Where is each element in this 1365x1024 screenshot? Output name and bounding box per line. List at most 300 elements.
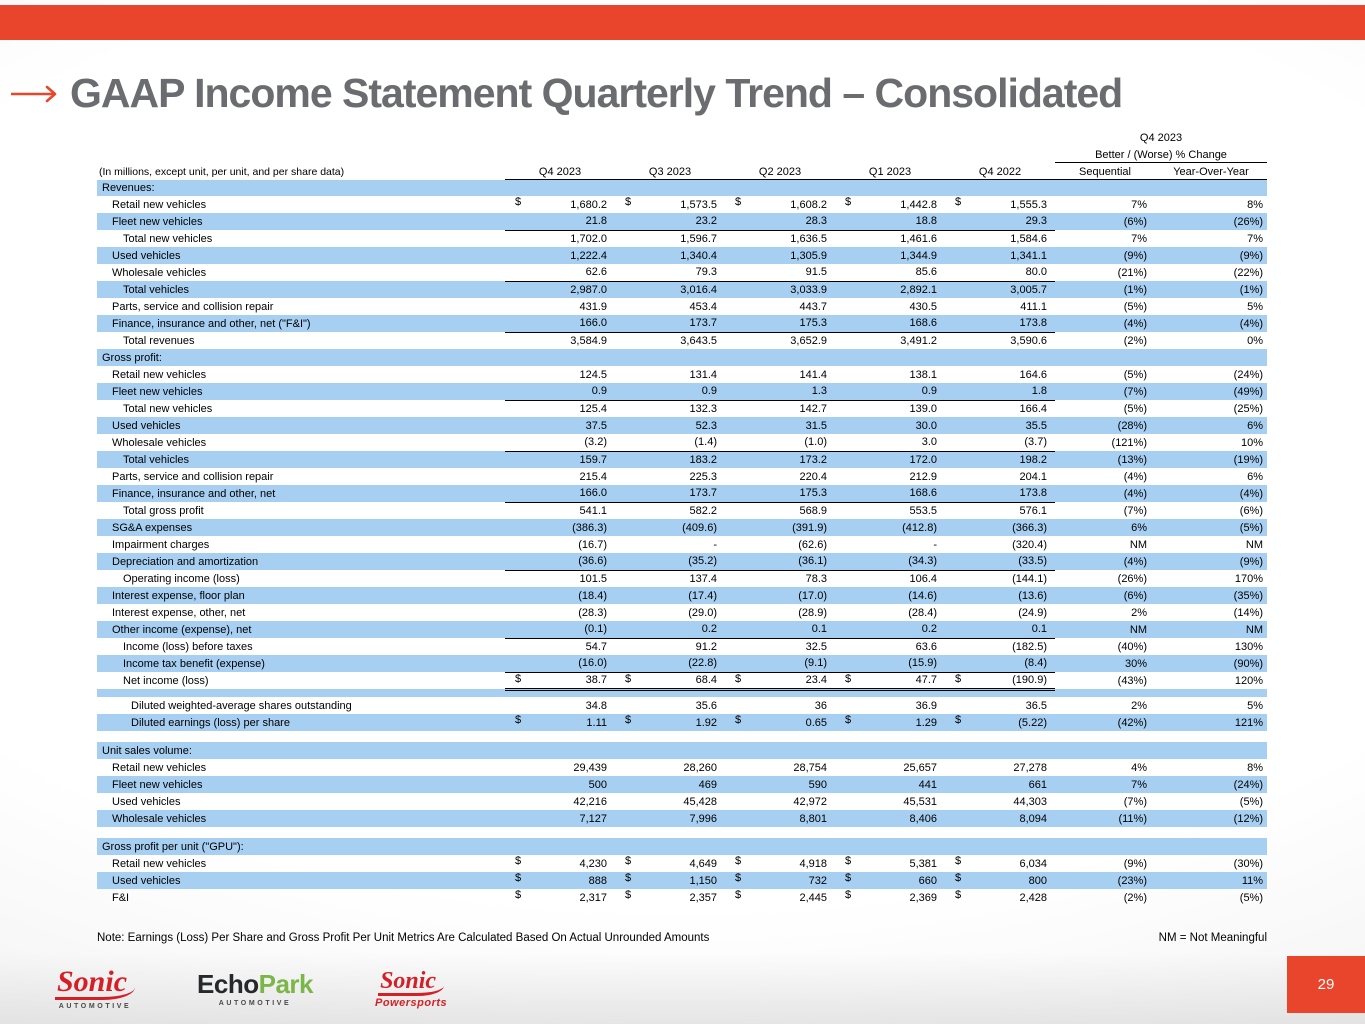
value-cell xyxy=(505,332,615,349)
value-text: 28,754 xyxy=(793,761,827,774)
year-over-year-change-cell: (19%) xyxy=(1233,453,1264,466)
value-text: 1,344.9 xyxy=(900,249,937,262)
value-text: 568.9 xyxy=(799,504,827,517)
dollar-sign: $ xyxy=(955,872,962,884)
value-cell xyxy=(835,889,945,906)
value-text: (190.9) xyxy=(1012,674,1047,686)
value-text: 1,305.9 xyxy=(790,249,827,262)
year-over-year-change-cell: NM xyxy=(1245,538,1264,551)
value-cell xyxy=(725,776,835,793)
row-label: Depreciation and amortization xyxy=(112,555,259,568)
value-cell xyxy=(615,519,725,536)
table-row xyxy=(97,793,1267,810)
value-cell xyxy=(945,383,1055,400)
value-text: 173.7 xyxy=(689,317,717,330)
year-over-year-change-cell: 8% xyxy=(1247,198,1264,211)
row-label: Total vehicles xyxy=(123,283,190,296)
row-label: F&I xyxy=(112,891,130,904)
sequential-change-cell: (1%) xyxy=(1123,283,1147,296)
year-over-year-change-cell: (9%) xyxy=(1239,249,1264,262)
value-text: (320.4) xyxy=(1012,538,1047,551)
value-text: 1,222.4 xyxy=(570,249,607,262)
value-cell xyxy=(835,315,945,332)
value-text: (0.1) xyxy=(584,623,607,636)
value-text: 1.8 xyxy=(1031,385,1047,398)
sequential-change-cell: 2% xyxy=(1131,699,1147,712)
top-accent-bar xyxy=(0,5,1365,40)
value-cell xyxy=(945,502,1055,519)
row-label: Wholesale vehicles xyxy=(112,812,207,825)
value-text: (18.4) xyxy=(578,589,607,602)
value-cell xyxy=(835,621,945,638)
dollar-sign: $ xyxy=(845,672,852,685)
value-cell xyxy=(505,872,615,889)
value-cell xyxy=(945,793,1055,810)
value-cell xyxy=(835,230,945,247)
value-text: 7,127 xyxy=(579,812,607,825)
year-over-year-change-cell: (4%) xyxy=(1239,317,1264,330)
year-over-year-change-cell: 5% xyxy=(1247,699,1264,712)
value-cell xyxy=(835,400,945,417)
value-text: 2,317 xyxy=(579,891,607,904)
value-text: (386.3) xyxy=(572,521,607,534)
table-row xyxy=(97,776,1267,793)
value-cell xyxy=(505,638,615,655)
value-text: (144.1) xyxy=(1012,572,1047,585)
row-label: Income tax benefit (expense) xyxy=(123,657,265,670)
value-cell xyxy=(835,196,945,213)
value-text: 1.3 xyxy=(811,385,827,398)
value-text: 32.5 xyxy=(805,640,827,653)
echopark-wordmark-echo: Echo xyxy=(197,969,259,999)
value-cell xyxy=(945,776,1055,793)
value-cell xyxy=(505,570,615,587)
col-header-q4-2023: Q4 2023 xyxy=(505,162,615,179)
sequential-change-cell: NM xyxy=(1129,623,1147,636)
row-label: Retail new vehicles xyxy=(112,198,207,211)
value-cell xyxy=(725,855,835,872)
table-row xyxy=(97,383,1267,400)
value-cell xyxy=(725,247,835,264)
col-header-q1-2023: Q1 2023 xyxy=(835,162,945,179)
sequential-change-cell: (5%) xyxy=(1123,300,1147,313)
value-text: 1,608.2 xyxy=(790,198,827,211)
value-text: 30.0 xyxy=(915,419,937,432)
value-cell xyxy=(505,697,615,714)
value-cell xyxy=(615,714,725,731)
value-cell xyxy=(505,230,615,247)
value-text: 1,442.8 xyxy=(900,198,937,211)
value-cell xyxy=(835,810,945,827)
value-cell xyxy=(725,468,835,485)
dollar-sign: $ xyxy=(515,889,522,901)
value-text: 91.5 xyxy=(805,266,827,279)
value-cell xyxy=(725,230,835,247)
sequential-change-cell: (2%) xyxy=(1123,891,1147,904)
dollar-sign: $ xyxy=(625,196,632,208)
row-label: Operating income (loss) xyxy=(123,572,240,585)
value-text: 168.6 xyxy=(909,317,937,330)
value-text: 431.9 xyxy=(579,300,607,313)
spacer-row xyxy=(97,731,1267,742)
value-text: 582.2 xyxy=(689,504,717,517)
value-cell xyxy=(835,793,945,810)
value-cell xyxy=(835,264,945,281)
year-over-year-change-cell: 0% xyxy=(1247,334,1264,347)
value-cell xyxy=(725,655,835,672)
value-cell xyxy=(945,315,1055,332)
header-columns-row xyxy=(97,162,1267,179)
value-text: (36.6) xyxy=(578,555,607,568)
row-label: Other income (expense), net xyxy=(112,623,252,636)
sequential-change-cell: (7%) xyxy=(1123,795,1147,808)
value-text: 31.5 xyxy=(805,419,827,432)
year-over-year-change-cell: (12%) xyxy=(1233,812,1264,825)
value-text: (35.2) xyxy=(688,555,717,568)
value-cell xyxy=(725,519,835,536)
value-text: 2,428 xyxy=(1019,891,1047,904)
footer-bar xyxy=(0,952,1365,1024)
value-cell xyxy=(835,536,945,553)
table-body xyxy=(97,179,1267,906)
sequential-change-cell: (121%) xyxy=(1111,436,1147,449)
value-cell xyxy=(835,638,945,655)
year-over-year-change-cell: 6% xyxy=(1247,470,1264,483)
table-row xyxy=(97,714,1267,731)
value-text: (34.3) xyxy=(908,555,937,568)
value-text: 2,987.0 xyxy=(570,283,607,296)
value-text: 101.5 xyxy=(579,572,607,585)
value-text: 553.5 xyxy=(909,504,937,517)
value-text: 91.2 xyxy=(695,640,717,653)
value-text: 6,034 xyxy=(1019,857,1047,870)
dollar-sign: $ xyxy=(515,855,522,867)
value-text: 8,801 xyxy=(799,812,827,825)
value-cell xyxy=(505,714,615,731)
value-text: 3,584.9 xyxy=(570,334,607,347)
value-cell xyxy=(505,776,615,793)
value-cell xyxy=(615,230,725,247)
value-text: 29,439 xyxy=(573,761,607,774)
value-text: (28.3) xyxy=(578,606,607,619)
income-statement-table-wrap xyxy=(97,128,1267,906)
value-cell xyxy=(505,281,615,298)
table-header xyxy=(97,128,1267,179)
sequential-change-cell: (4%) xyxy=(1123,317,1147,330)
value-cell xyxy=(615,553,725,570)
sonic-powersports-wordmark: Sonic xyxy=(378,970,444,996)
value-text: 37.5 xyxy=(585,419,607,432)
table-row xyxy=(97,621,1267,638)
value-text: 159.7 xyxy=(579,453,607,466)
value-cell xyxy=(945,621,1055,638)
year-over-year-change-cell: NM xyxy=(1245,623,1264,636)
value-text: 2,357 xyxy=(689,891,717,904)
value-cell xyxy=(505,247,615,264)
spacer-cell xyxy=(97,731,1267,742)
sequential-change-cell: (21%) xyxy=(1117,266,1147,279)
value-cell xyxy=(615,298,725,315)
year-over-year-change-cell: (49%) xyxy=(1233,385,1264,398)
value-text: (22.8) xyxy=(688,657,717,670)
value-cell xyxy=(835,872,945,889)
value-text: 4,649 xyxy=(689,857,717,870)
value-text: 80.0 xyxy=(1025,266,1047,279)
value-text: 45,531 xyxy=(903,795,937,808)
value-text: (62.6) xyxy=(798,538,827,551)
sonic-powersports-logo xyxy=(375,967,448,1009)
value-cell xyxy=(945,298,1055,315)
year-over-year-change-cell: (90%) xyxy=(1233,657,1264,670)
row-label: Parts, service and collision repair xyxy=(112,470,274,483)
value-text: 8,406 xyxy=(909,812,937,825)
value-text: (13.6) xyxy=(1018,589,1047,602)
value-cell xyxy=(835,604,945,621)
value-cell xyxy=(505,383,615,400)
value-cell xyxy=(725,889,835,906)
value-text: (412.8) xyxy=(902,521,937,534)
value-cell xyxy=(615,872,725,889)
value-text: 63.6 xyxy=(915,640,937,653)
row-label: Fleet new vehicles xyxy=(112,385,203,398)
value-text: 453.4 xyxy=(689,300,717,313)
row-label: Income (loss) before taxes xyxy=(123,640,253,653)
value-text: 42,972 xyxy=(793,795,827,808)
row-label: Used vehicles xyxy=(112,419,181,432)
value-cell xyxy=(945,451,1055,468)
year-over-year-change-cell: (24%) xyxy=(1233,368,1264,381)
value-text: 137.4 xyxy=(689,572,717,585)
table-row xyxy=(97,655,1267,672)
value-cell xyxy=(945,366,1055,383)
spacer-cell xyxy=(97,827,1267,838)
sequential-change-cell: (7%) xyxy=(1123,504,1147,517)
value-cell xyxy=(505,468,615,485)
section-label: Gross profit: xyxy=(102,351,162,364)
value-text: (16.0) xyxy=(578,657,607,670)
section-label: Revenues: xyxy=(102,181,155,194)
value-text: 1,150 xyxy=(689,874,717,887)
sequential-change-cell: (4%) xyxy=(1123,470,1147,483)
value-cell xyxy=(835,759,945,776)
value-cell xyxy=(505,451,615,468)
value-cell xyxy=(835,587,945,604)
echopark-wordmark-park: Park xyxy=(258,969,313,999)
value-cell xyxy=(505,400,615,417)
row-label: Retail new vehicles xyxy=(112,761,207,774)
table-row xyxy=(97,196,1267,213)
table-row xyxy=(97,281,1267,298)
row-label: Diluted weighted-average shares outstanding xyxy=(131,699,352,712)
title-arrow-icon xyxy=(10,84,62,104)
value-text: (391.9) xyxy=(792,521,827,534)
value-cell xyxy=(505,366,615,383)
year-over-year-change-cell: (5%) xyxy=(1239,521,1264,534)
value-cell xyxy=(835,776,945,793)
dollar-sign: $ xyxy=(515,714,522,726)
row-label: Retail new vehicles xyxy=(112,368,207,381)
value-text: 3,491.2 xyxy=(900,334,937,347)
value-text: (8.4) xyxy=(1024,657,1047,670)
value-cell xyxy=(945,553,1055,570)
value-text: 1,584.6 xyxy=(1010,232,1047,245)
value-cell xyxy=(615,697,725,714)
value-text: 85.6 xyxy=(915,266,937,279)
echopark-subtext: AUTOMOTIVE xyxy=(218,1000,292,1007)
value-cell xyxy=(615,485,725,502)
table-row xyxy=(97,810,1267,827)
dollar-sign: $ xyxy=(515,672,522,685)
table-row xyxy=(97,502,1267,519)
value-cell xyxy=(725,553,835,570)
table-row xyxy=(97,519,1267,536)
value-text: 125.4 xyxy=(579,402,607,415)
value-text: (9.1) xyxy=(804,657,827,670)
table-row xyxy=(97,855,1267,872)
value-text: 28.3 xyxy=(805,215,827,228)
value-text: 68.4 xyxy=(695,674,717,686)
year-over-year-change-cell: (24%) xyxy=(1233,778,1264,791)
value-cell xyxy=(615,264,725,281)
row-label: Interest expense, floor plan xyxy=(112,589,245,602)
dollar-sign: $ xyxy=(845,855,852,867)
value-text: 5,381 xyxy=(909,857,937,870)
note-row xyxy=(97,932,1267,944)
value-cell xyxy=(505,672,615,689)
value-cell xyxy=(725,759,835,776)
value-cell xyxy=(615,810,725,827)
table-row xyxy=(97,315,1267,332)
value-text: 1,680.2 xyxy=(570,198,607,211)
value-cell xyxy=(945,810,1055,827)
value-text: - xyxy=(933,538,937,551)
value-cell xyxy=(615,451,725,468)
value-cell xyxy=(835,570,945,587)
row-label: Retail new vehicles xyxy=(112,857,207,870)
value-text: 38.7 xyxy=(585,674,607,686)
sequential-change-cell: (26%) xyxy=(1117,572,1147,585)
value-cell xyxy=(615,672,725,689)
value-text: 172.0 xyxy=(909,453,937,466)
value-text: 23.2 xyxy=(695,215,717,228)
value-cell xyxy=(945,485,1055,502)
value-cell xyxy=(835,383,945,400)
value-text: 198.2 xyxy=(1019,453,1047,466)
value-cell xyxy=(615,570,725,587)
value-text: 23.4 xyxy=(805,674,827,686)
value-cell xyxy=(505,536,615,553)
year-over-year-change-cell: (9%) xyxy=(1239,555,1264,568)
col-header-q3-2023: Q3 2023 xyxy=(615,162,725,179)
dollar-sign: $ xyxy=(955,855,962,867)
table-row xyxy=(97,417,1267,434)
year-over-year-change-cell: (35%) xyxy=(1233,589,1264,602)
year-over-year-change-cell: (4%) xyxy=(1239,487,1264,500)
year-over-year-change-cell: (1%) xyxy=(1239,283,1264,296)
value-cell xyxy=(835,468,945,485)
value-text: 35.6 xyxy=(695,699,717,712)
value-text: (28.9) xyxy=(798,606,827,619)
page-title: GAAP Income Statement Quarterly Trend – Consolidated xyxy=(70,70,1123,116)
value-text: 164.6 xyxy=(1019,368,1047,381)
spacer-row xyxy=(97,827,1267,838)
value-text: 430.5 xyxy=(909,300,937,313)
value-text: (5.22) xyxy=(1018,716,1047,729)
value-text: 166.0 xyxy=(579,317,607,330)
sequential-change-cell: (9%) xyxy=(1123,857,1147,870)
value-text: (3.7) xyxy=(1024,436,1047,449)
value-text: 660 xyxy=(918,874,937,887)
col-header-year-over-year: Year-Over-Year xyxy=(1155,162,1267,179)
row-label: Interest expense, other, net xyxy=(112,606,246,619)
value-text: 3,016.4 xyxy=(680,283,717,296)
value-cell xyxy=(725,872,835,889)
section-row xyxy=(97,179,1267,196)
value-text: 132.3 xyxy=(689,402,717,415)
table-row xyxy=(97,536,1267,553)
section-row xyxy=(97,349,1267,366)
value-text: 27,278 xyxy=(1013,761,1047,774)
value-text: (33.5) xyxy=(1018,555,1047,568)
value-cell xyxy=(945,417,1055,434)
value-cell xyxy=(945,332,1055,349)
value-text: 0.9 xyxy=(921,385,937,398)
sequential-change-cell: (5%) xyxy=(1123,402,1147,415)
value-cell xyxy=(615,468,725,485)
year-over-year-change-cell: 11% xyxy=(1241,874,1264,887)
table-row xyxy=(97,247,1267,264)
value-cell xyxy=(505,604,615,621)
row-label: Net income (loss) xyxy=(123,674,209,687)
dollar-sign: $ xyxy=(955,889,962,901)
value-cell xyxy=(615,400,725,417)
value-cell xyxy=(505,298,615,315)
value-text: 888 xyxy=(588,874,607,887)
value-text: 36 xyxy=(814,699,827,712)
value-cell xyxy=(725,570,835,587)
value-cell xyxy=(505,213,615,230)
section-row xyxy=(97,838,1267,855)
sequential-change-cell: 2% xyxy=(1131,606,1147,619)
value-text: 215.4 xyxy=(579,470,607,483)
value-cell xyxy=(505,655,615,672)
row-label: Used vehicles xyxy=(112,874,181,887)
sequential-change-cell: (11%) xyxy=(1118,812,1147,825)
value-text: 45,428 xyxy=(683,795,717,808)
value-text: 7,996 xyxy=(689,812,717,825)
dollar-sign: $ xyxy=(955,196,962,208)
sequential-change-cell: 4% xyxy=(1131,761,1147,774)
value-text: 2,445 xyxy=(799,891,827,904)
income-statement-table xyxy=(97,128,1267,906)
sequential-change-cell: 7% xyxy=(1131,232,1147,245)
value-text: 220.4 xyxy=(799,470,827,483)
year-over-year-change-cell: 170% xyxy=(1234,572,1264,585)
value-cell xyxy=(945,400,1055,417)
footer-logos xyxy=(55,965,448,1010)
table-row xyxy=(97,485,1267,502)
dollar-sign: $ xyxy=(955,672,962,685)
value-text: (366.3) xyxy=(1012,521,1047,534)
value-text: 1,555.3 xyxy=(1010,198,1047,211)
section-label: Gross profit per unit ("GPU"): xyxy=(102,840,244,853)
value-cell xyxy=(505,621,615,638)
value-text: 3,590.6 xyxy=(1010,334,1047,347)
value-cell xyxy=(615,536,725,553)
value-text: 469 xyxy=(698,778,717,791)
value-cell xyxy=(725,400,835,417)
value-cell xyxy=(615,587,725,604)
